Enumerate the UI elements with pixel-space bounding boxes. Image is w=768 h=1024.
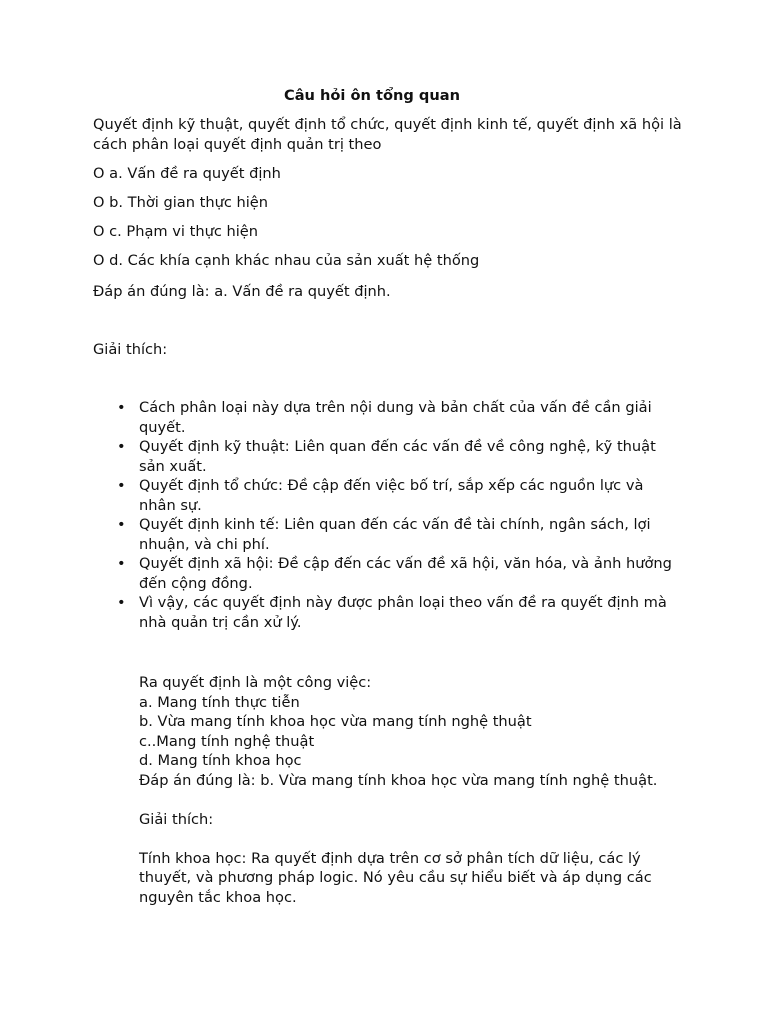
question-1-explanation-heading: Giải thích: [93, 341, 168, 358]
explanation-bullet-list [93, 398, 693, 632]
list-item [93, 437, 693, 476]
bullet-text: Vì vậy, các quyết định này được phân loại theo vấn đề ra quyết định mà nhà quản trị cần xử lý. [139, 594, 667, 631]
question-2-option-d: d. Mang tính khoa học [139, 752, 302, 769]
question-2-answer: Đáp án đúng là: b. Vừa mang tính khoa học vừa mang tính nghệ thuật. [139, 771, 658, 789]
bullet-text: Quyết định xã hội: Đề cập đến các vấn đề xã hội, văn hóa, và ảnh hưởng đến cộng đồng. [139, 555, 672, 592]
bullet-text: Cách phân loại này dựa trên nội dung và bản chất của vấn đề cần giải quyết. [139, 399, 652, 436]
question-2-section [139, 673, 679, 907]
list-item [93, 554, 693, 593]
spacer [139, 829, 679, 849]
question-1-text: Quyết định kỹ thuật, quyết định tổ chức, quyết định kinh tế, quyết định xã hội là cách phân loại quyết định quản trị theo [93, 116, 682, 153]
list-item [93, 476, 693, 515]
question-2-option-c: c..Mang tính nghệ thuật [139, 732, 315, 750]
question-1-option-c: O c. Phạm vi thực hiện [93, 223, 259, 240]
bullet-icon: • [117, 477, 126, 494]
question-2-option-a: a. Mang tính thực tiễn [139, 693, 300, 711]
bullet-icon: • [117, 438, 126, 455]
question-1-option-b: O b. Thời gian thực hiện [93, 194, 269, 211]
list-item [93, 593, 693, 632]
bullet-text: Quyết định kinh tế: Liên quan đến các vấn đề tài chính, ngân sách, lợi nhuận, và chi phí. [139, 516, 651, 553]
question-2-option-b: b. Vừa mang tính khoa học vừa mang tính nghệ thuật [139, 713, 532, 730]
question-1-option-a: O a. Vấn đề ra quyết định [93, 165, 281, 182]
question-1-option-d: O d. Các khía cạnh khác nhau của sản xuất hệ thống [93, 252, 480, 269]
bullet-icon: • [117, 399, 126, 416]
document-title: Câu hỏi ôn tổng quan [283, 87, 461, 104]
bullet-icon: • [117, 516, 126, 533]
spacer [139, 790, 679, 810]
question-2-explanation-heading: Giải thích: [139, 810, 214, 828]
bullet-text: Quyết định tổ chức: Đề cập đến việc bố trí, sắp xếp các nguồn lực và nhân sự. [139, 477, 644, 514]
list-item [93, 515, 693, 554]
bullet-icon: • [117, 555, 126, 572]
question-2-text: Ra quyết định là một công việc: [139, 674, 372, 691]
question-2-explanation: Tính khoa học: Ra quyết định dựa trên cơ sở phân tích dữ liệu, các lý thuyết, và phương pháp logic. Nó yêu cầu sự hiểu biết và áp dụng các nguyên tắc khoa học. [139, 849, 652, 906]
list-item [93, 398, 693, 437]
bullet-text: Quyết định kỹ thuật: Liên quan đến các vấn đề về công nghệ, kỹ thuật sản xuất. [139, 438, 656, 475]
bullet-icon: • [117, 594, 126, 611]
question-1-answer: Đáp án đúng là: a. Vấn đề ra quyết định. [93, 283, 391, 300]
